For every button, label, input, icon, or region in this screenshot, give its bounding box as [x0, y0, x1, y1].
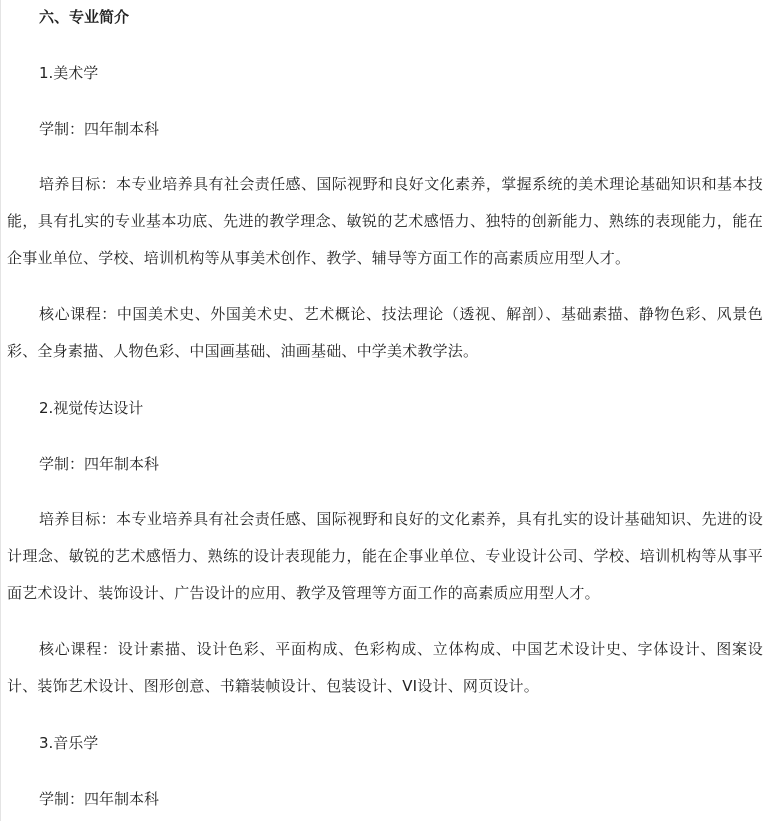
major-goal: 培养目标：本专业培养具有社会责任感、国际视野和良好文化素养，掌握系统的美术理论基础知识和基本技能，具有扎实的专业基本功底、先进的教学理念、敏锐的艺术感悟力、独特的创新能力、熟练的表现能力，能在企事业单位、学校、培训机构等从事美术创作、教学、辅导等方面工作的高素质应用型人才。 — [7, 175, 763, 267]
major-courses: 核心课程：设计素描、设计色彩、平面构成、色彩构成、立体构成、中国艺术设计史、字体设计、图案设计、装饰艺术设计、图形创意、书籍装帧设计、包装设计、VI设计、网页设计。 — [7, 640, 763, 695]
major-title: 3.音乐学 — [39, 734, 99, 752]
major-goal: 培养目标：本专业培养具有社会责任感、国际视野和良好的文化素养，具有扎实的设计基础知识、先进的设计理念、敏锐的艺术感悟力、熟练的设计表现能力，能在企事业单位、专业设计公司、学校、培训机构等从事平面艺术设计、装饰设计、广告设计的应用、教学及管理等方面工作的高素质应用型人才。 — [7, 510, 763, 602]
major-duration: 学制：四年制本科 — [39, 455, 160, 473]
section-title: 六、专业简介 — [39, 8, 130, 26]
major-duration: 学制：四年制本科 — [39, 790, 160, 808]
major-courses: 核心课程：中国美术史、外国美术史、艺术概论、技法理论（透视、解剖）、基础素描、静物色彩、风景色彩、全身素描、人物色彩、中国画基础、油画基础、中学美术教学法。 — [7, 305, 763, 360]
major-title: 1.美术学 — [39, 64, 99, 82]
major-duration: 学制：四年制本科 — [39, 120, 160, 138]
major-title: 2.视觉传达设计 — [39, 399, 144, 417]
